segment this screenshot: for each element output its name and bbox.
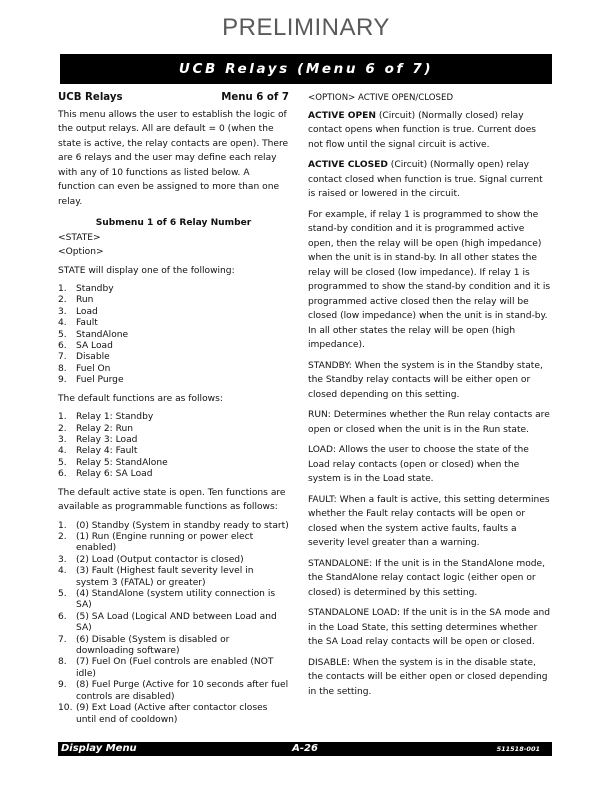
standalone-load-paragraph: STANDALONE LOAD: If the unit is in the SA mode and in the Load State, this setting determines whether the SA Load relay contacts will be open or closed.: [308, 608, 551, 647]
list-item: [58, 555, 289, 566]
list-item-text: Run: [76, 295, 94, 306]
functions-intro: The default active state is open. Ten functions are available as programmable functions as follows:: [58, 487, 286, 513]
list-item-text: Standby: [76, 284, 114, 294]
list-item-text: Load: [76, 306, 98, 317]
list-item-text: (3) Fault (Highest fault severity level in system 3 (FATAL) or greater): [76, 566, 254, 588]
list-item: [58, 635, 289, 658]
list-item-number: 3.: [58, 306, 67, 317]
list-item-number: 5.: [58, 329, 67, 340]
list-item: [58, 341, 289, 352]
list-item-number: 2.: [58, 295, 67, 306]
state-intro: STATE will display one of the following:: [58, 265, 235, 276]
list-item-text: Fuel Purge: [76, 375, 124, 386]
page-footer: [58, 742, 552, 756]
list-item-number: 3.: [58, 434, 67, 445]
list-item: [58, 375, 289, 386]
list-item-number: 6.: [58, 341, 67, 352]
list-item: [58, 566, 289, 589]
list-item: [58, 330, 289, 341]
list-item-text: (9) Ext Load (Active after contactor closes until end of cooldown): [76, 703, 268, 725]
document-number: 511518-001: [496, 745, 540, 753]
list-item-number: 6.: [58, 611, 67, 622]
submenu-heading: Submenu 1 of 6 Relay Number: [95, 218, 252, 228]
list-item-text: SA Load: [76, 341, 113, 352]
list-item-text: Relay 2: Run: [76, 423, 134, 434]
list-item-number: 8.: [58, 363, 67, 374]
load-paragraph: LOAD: Allows the user to choose the state of the Load relay contacts (open or closed) when the system is in the Load state.: [308, 445, 529, 484]
list-item-number: 5.: [58, 457, 67, 468]
menu-number: Menu 6 of 7: [221, 92, 289, 103]
page-number: A-26: [292, 743, 318, 754]
list-item-text: Fuel On: [76, 363, 111, 374]
list-item-text: Relay 5: StandAlone: [76, 457, 168, 468]
list-item-number: 5.: [58, 589, 67, 600]
footer-section: Display Menu: [61, 743, 137, 754]
list-item-number: 7.: [58, 352, 67, 363]
list-item-number: 10.: [58, 703, 73, 714]
list-item-number: 7.: [58, 634, 67, 645]
list-item-number: 8.: [58, 657, 67, 668]
right-column: [308, 91, 552, 705]
list-item: [58, 469, 289, 480]
section-heading: [58, 91, 289, 106]
list-item: [58, 703, 289, 726]
defaults-intro: The default functions are as follows:: [58, 393, 223, 404]
list-item-text: (6) Disable (System is disabled or downloading software): [76, 634, 230, 657]
active-open-paragraph: [308, 109, 552, 153]
list-item: [58, 295, 289, 306]
state-tag: <STATE>: [58, 232, 101, 243]
run-paragraph: RUN: Determines whether the Run relay contacts are open or closed when the unit is in the Run state.: [308, 410, 550, 435]
list-item-text: Disable: [76, 352, 110, 363]
list-item: [58, 352, 289, 363]
list-item-number: 1.: [58, 412, 67, 423]
active-closed-text: (Circuit) (Normally open) relay contact closed when function is true. Signal current is raised or lowered in the circuit.: [308, 160, 543, 199]
list-item: [58, 458, 289, 469]
list-item: [58, 680, 289, 703]
list-item-text: Relay 6: SA Load: [76, 469, 153, 480]
list-item: [58, 424, 289, 435]
option-heading: <OPTION> ACTIVE OPEN/CLOSED: [308, 93, 454, 103]
list-item-number: 9.: [58, 375, 67, 386]
list-item-number: 1.: [58, 520, 67, 531]
list-item-text: (0) Standby (System in standby ready to start): [76, 520, 289, 531]
intro-paragraph: This menu allows the user to establish the logic of the output relays. All are default = 0 (when the state is active, the relay contacts are open). There are 6 relays and the user may define each relay with any of 10 functions as listed below. A function can even be assigned to more than one relay.: [58, 109, 289, 207]
active-open-label: ACTIVE OPEN: [308, 110, 376, 121]
list-item-text: (7) Fuel On (Fuel controls are enabled (NOT idle): [76, 657, 274, 679]
list-item: [58, 284, 289, 295]
defaults-list: [58, 412, 289, 480]
standby-paragraph: STANDBY: When the system is in the Standby state, the Standby relay contacts will be either open or closed depending on this setting.: [308, 360, 543, 400]
list-item: [58, 446, 289, 457]
list-item-text: Fault: [76, 318, 98, 329]
list-item: [58, 412, 289, 423]
list-item-text: (4) StandAlone (system utility connection is SA): [76, 589, 276, 611]
functions-list: [58, 521, 289, 726]
page-title-bar: UCB Relays (Menu 6 of 7): [60, 54, 552, 84]
list-item-number: 9.: [58, 680, 67, 691]
fault-paragraph: FAULT: When a fault is active, this setting determines whether the Fault relay contacts will be open or closed when the system active faults, faults a severity level greater than a warning.: [308, 494, 550, 548]
list-item: [58, 435, 289, 446]
active-closed-label: ACTIVE CLOSED: [308, 160, 388, 170]
list-item-number: 4.: [58, 566, 67, 577]
active-closed-paragraph: [308, 158, 552, 202]
list-item-number: 4.: [58, 318, 67, 329]
states-list: [58, 284, 289, 387]
example-paragraph: For example, if relay 1 is programmed to show the stand-by condition and it is programmed active open, then the relay will be open (high impedance) when the unit is in stand-by. In all other states the relay will be closed (low impedance). If relay 1 is programmed to show the stand-by condition and it is programmed active closed then the relay will be closed (low impedance) when the unit is in stand-by. In all other states the relay will be open (high impedance).: [308, 209, 551, 350]
list-item: [58, 521, 289, 532]
option-tag: <Option>: [58, 247, 104, 257]
list-item-text: StandAlone: [76, 329, 129, 340]
list-item-number: 2.: [58, 532, 67, 542]
list-item-text: Relay 1: Standby: [76, 412, 154, 423]
list-item: [58, 318, 289, 329]
list-item-number: 3.: [58, 554, 67, 565]
list-item-number: 4.: [58, 446, 67, 457]
list-item-text: Relay 3: Load: [76, 434, 138, 445]
standalone-paragraph: STANDALONE: If the unit is in the StandAlone mode, the StandAlone relay contact logic (either open or closed) is determined by this setting.: [308, 558, 546, 598]
list-item: [58, 532, 289, 555]
list-item: [58, 589, 289, 612]
left-column: [58, 91, 289, 731]
list-item: [58, 364, 289, 375]
list-item-number: 2.: [58, 423, 67, 434]
list-item-number: 6.: [58, 469, 67, 480]
disable-paragraph: DISABLE: When the system is in the disable state, the contacts will be either open or closed depending in the setting.: [308, 657, 548, 697]
list-item-text: (2) Load (Output contactor is closed): [76, 554, 244, 565]
list-item: [58, 657, 289, 680]
section-title: UCB Relays: [58, 92, 123, 103]
list-item-text: (8) Fuel Purge (Active for 10 seconds after fuel controls are disabled): [76, 680, 289, 702]
list-item-number: 1.: [58, 284, 67, 294]
list-item: [58, 307, 289, 318]
preliminary-watermark: PRELIMINARY: [222, 14, 390, 41]
list-item: [58, 612, 289, 635]
list-item-text: (1) Run (Engine running or power elect enabled): [76, 532, 254, 554]
list-item-text: Relay 4: Fault: [76, 446, 138, 457]
list-item-text: (5) SA Load (Logical AND between Load and SA): [76, 611, 277, 634]
active-open-text: (Circuit) (Normally closed) relay contact opens when function is true. Current does not flow until the signal circuit is active.: [308, 110, 537, 150]
